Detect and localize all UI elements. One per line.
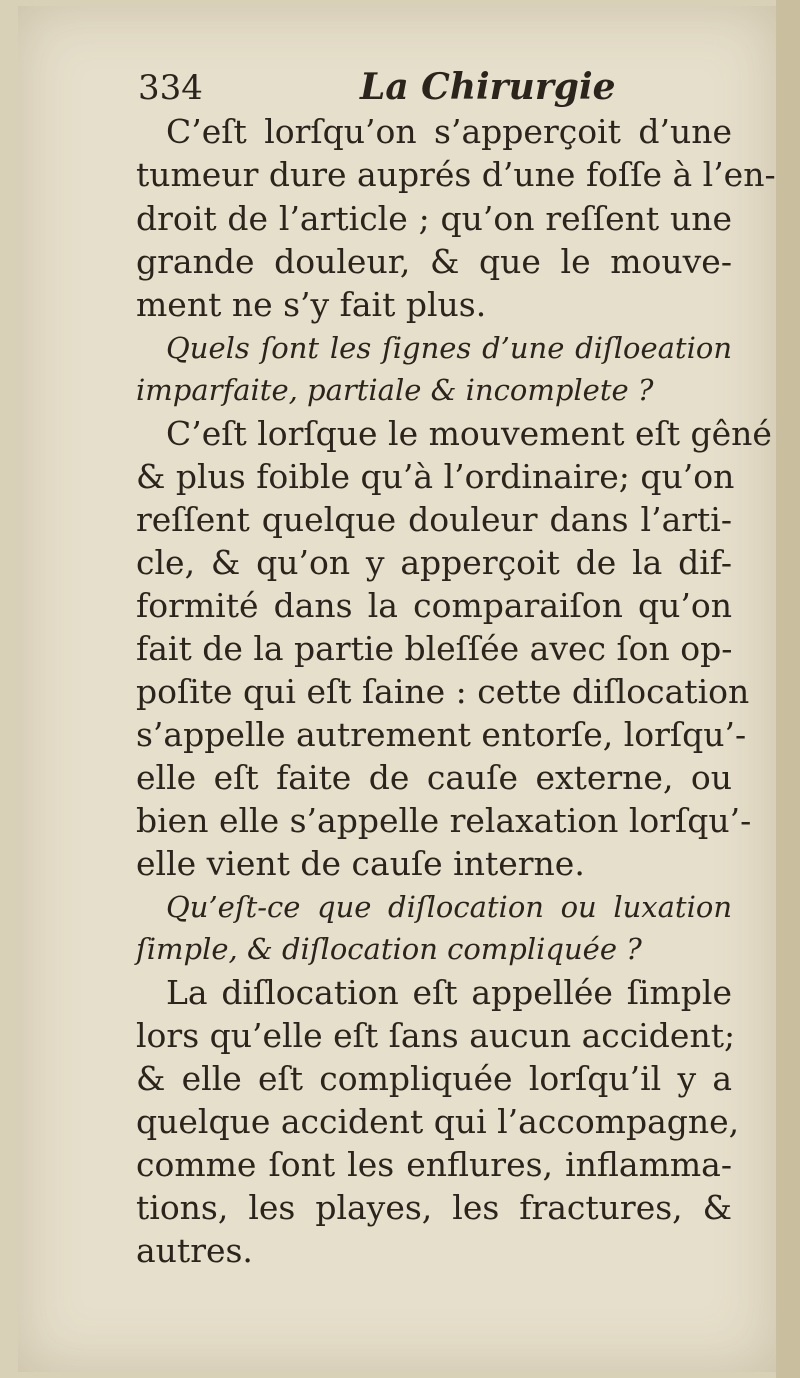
text-line: La diſlocation eſt appellée ſimple (166, 973, 732, 1012)
running-title: La Chirurgie (360, 66, 616, 108)
text-line: tumeur dure auprés d’une foſſe à l’en- (136, 155, 776, 194)
text-line: cle, & qu’on y apperçoit de la dif- (136, 543, 732, 582)
question-line: Quels ſont les ſignes d’une diſloeation (166, 331, 732, 365)
question-line: ſimple, & diſlocation compliquée ? (136, 932, 642, 966)
text-line: poſite qui eſt ſaine : cette diſlocation (136, 672, 750, 711)
text-line: autres. (136, 1231, 253, 1270)
text-line: elle vient de cauſe interne. (136, 844, 585, 883)
text-line: droit de l’article ; qu’on reſſent une (136, 199, 732, 238)
text-line: quelque accident qui l’accompagne, (136, 1102, 740, 1141)
question-line: Qu’eſt-ce que diſlocation ou luxation (166, 890, 732, 924)
text-line: C’eſt lorſque le mouvement eſt gêné (166, 414, 772, 453)
text-line: tions, les playes, les fractures, & (136, 1188, 732, 1227)
text-line: comme ſont les enflures, inflamma- (136, 1145, 732, 1184)
text-line: C’eſt lorſqu’on s’apperçoit d’une (166, 112, 732, 151)
text-line: s’appelle autrement entorſe, lorſqu’- (136, 715, 747, 754)
text-line: ment ne s’y fait plus. (136, 285, 487, 324)
text-line: grande douleur, & que le mouve- (136, 242, 732, 281)
text-line: reſſent quelque douleur dans l’arti- (136, 500, 732, 539)
page-number: 334 (138, 68, 203, 108)
text-line: lors qu’elle eſt ſans aucun accident; (136, 1016, 736, 1055)
text-line: bien elle s’appelle relaxation lorſqu’- (136, 801, 752, 840)
text-line: elle eſt faite de cauſe externe, ou (136, 758, 732, 797)
text-line: formité dans la comparaiſon qu’on (136, 586, 732, 625)
text-line: & elle eſt compliquée lorſqu’il y a (136, 1059, 732, 1098)
text-line: & plus foible qu’à l’ordinaire; qu’on (136, 457, 735, 496)
text-line: fait de la partie bleſſée avec ſon op- (136, 629, 733, 668)
question-line: imparfaite, partiale & incomplete ? (136, 373, 654, 407)
